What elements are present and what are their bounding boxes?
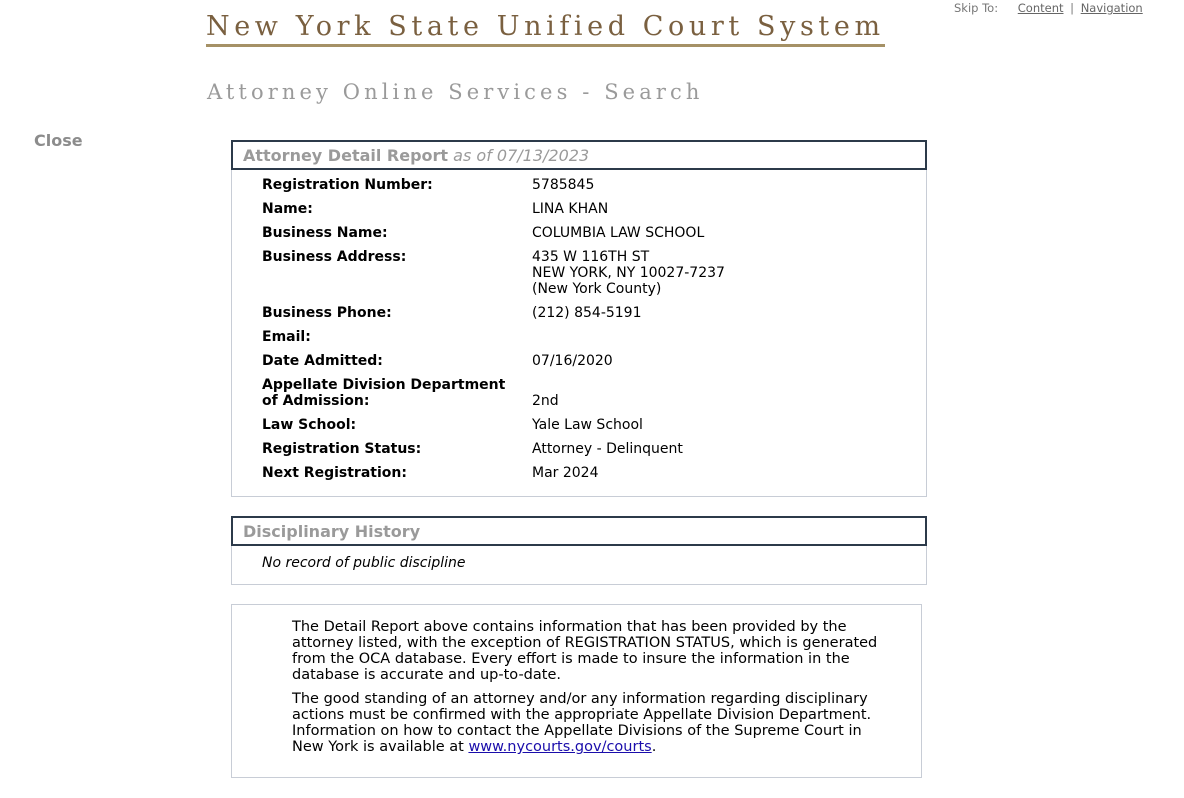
skip-separator: | — [1070, 1, 1075, 15]
row-label: Registration Number: — [262, 177, 433, 193]
disciplinary-history-panel — [231, 516, 927, 585]
row-value: 5785845 — [532, 177, 595, 193]
attorney-detail-heading — [231, 140, 927, 170]
detail-rows — [232, 170, 926, 481]
notice-paragraph-2-end: . — [651, 739, 657, 755]
detail-row-law-school — [262, 417, 926, 433]
row-value: 07/16/2020 — [532, 353, 613, 369]
label-line: Appellate Division Department — [262, 377, 506, 393]
detail-row-business-name — [262, 225, 926, 241]
nycourts-link[interactable]: www.nycourts.gov/courts — [468, 739, 652, 755]
row-label: Date Admitted: — [262, 353, 383, 369]
row-label: Email: — [262, 329, 311, 345]
detail-row-registration-number — [262, 177, 926, 193]
row-value: LINA KHAN — [532, 201, 609, 217]
row-label: Law School: — [262, 417, 357, 433]
detail-row-date-admitted — [262, 353, 926, 369]
detail-row-appellate-division — [262, 377, 926, 409]
row-value: Attorney - Delinquent — [532, 441, 683, 457]
row-label: Business Phone: — [262, 305, 392, 321]
address-line: 435 W 116TH ST — [532, 249, 650, 265]
detail-row-business-phone — [262, 305, 926, 321]
row-label: Business Address: — [262, 249, 407, 265]
detail-row-business-address — [262, 249, 926, 297]
row-label: Name: — [262, 201, 313, 217]
page-sub-title: Attorney Online Services - Search — [207, 80, 704, 104]
row-label: Next Registration: — [262, 465, 407, 481]
site-title: New York State Unified Court System — [206, 10, 885, 47]
row-value: Mar 2024 — [532, 465, 599, 481]
row-label — [262, 377, 532, 409]
attorney-detail-panel — [231, 140, 927, 497]
row-label: Business Name: — [262, 225, 388, 241]
notice-paragraph-1: The Detail Report above contains information that has been provided by the attorney listed, with the exception of REGISTRATION STATUS, which is generated from the OCA database. Every effort is made to insure the information in the database is accurate and up-to-date. — [292, 619, 878, 683]
disclaimer-notice — [231, 604, 922, 778]
detail-row-registration-status — [262, 441, 926, 457]
notice-paragraph-2-text: The good standing of an attorney and/or any information regarding disciplinary actions must be confirmed with the appropriate Appellate Division Department. Information on how to contact the Appellate Divisions of the Supreme Court in New York is available at — [292, 691, 872, 755]
skip-to-label: Skip To: — [954, 1, 999, 15]
row-label: Registration Status: — [262, 441, 422, 457]
skip-to-nav — [954, 1, 1143, 15]
row-value — [532, 329, 926, 345]
address-line: (New York County) — [532, 281, 662, 297]
label-line: of Admission: — [262, 393, 370, 409]
close-button[interactable]: Close — [34, 131, 83, 150]
row-value: Yale Law School — [532, 417, 643, 433]
row-value: 2nd — [532, 393, 559, 409]
disciplinary-history-heading — [231, 516, 927, 546]
skip-to-navigation-link[interactable]: Navigation — [1080, 1, 1143, 15]
notice-paragraph-2 — [292, 691, 891, 755]
detail-row-email — [262, 329, 926, 345]
skip-to-content-link[interactable]: Content — [1017, 1, 1064, 15]
row-value: (212) 854-5191 — [532, 305, 642, 321]
disciplinary-history-title: Disciplinary History — [243, 522, 421, 541]
detail-report-as-of: as of 07/13/2023 — [453, 146, 590, 165]
detail-row-next-registration — [262, 465, 926, 481]
row-value: COLUMBIA LAW SCHOOL — [532, 225, 705, 241]
disciplinary-history-text: No record of public discipline — [262, 555, 466, 571]
detail-report-title: Attorney Detail Report — [243, 146, 449, 165]
detail-row-name — [262, 201, 926, 217]
address-line: NEW YORK, NY 10027-7237 — [532, 265, 725, 281]
row-value — [532, 249, 926, 297]
